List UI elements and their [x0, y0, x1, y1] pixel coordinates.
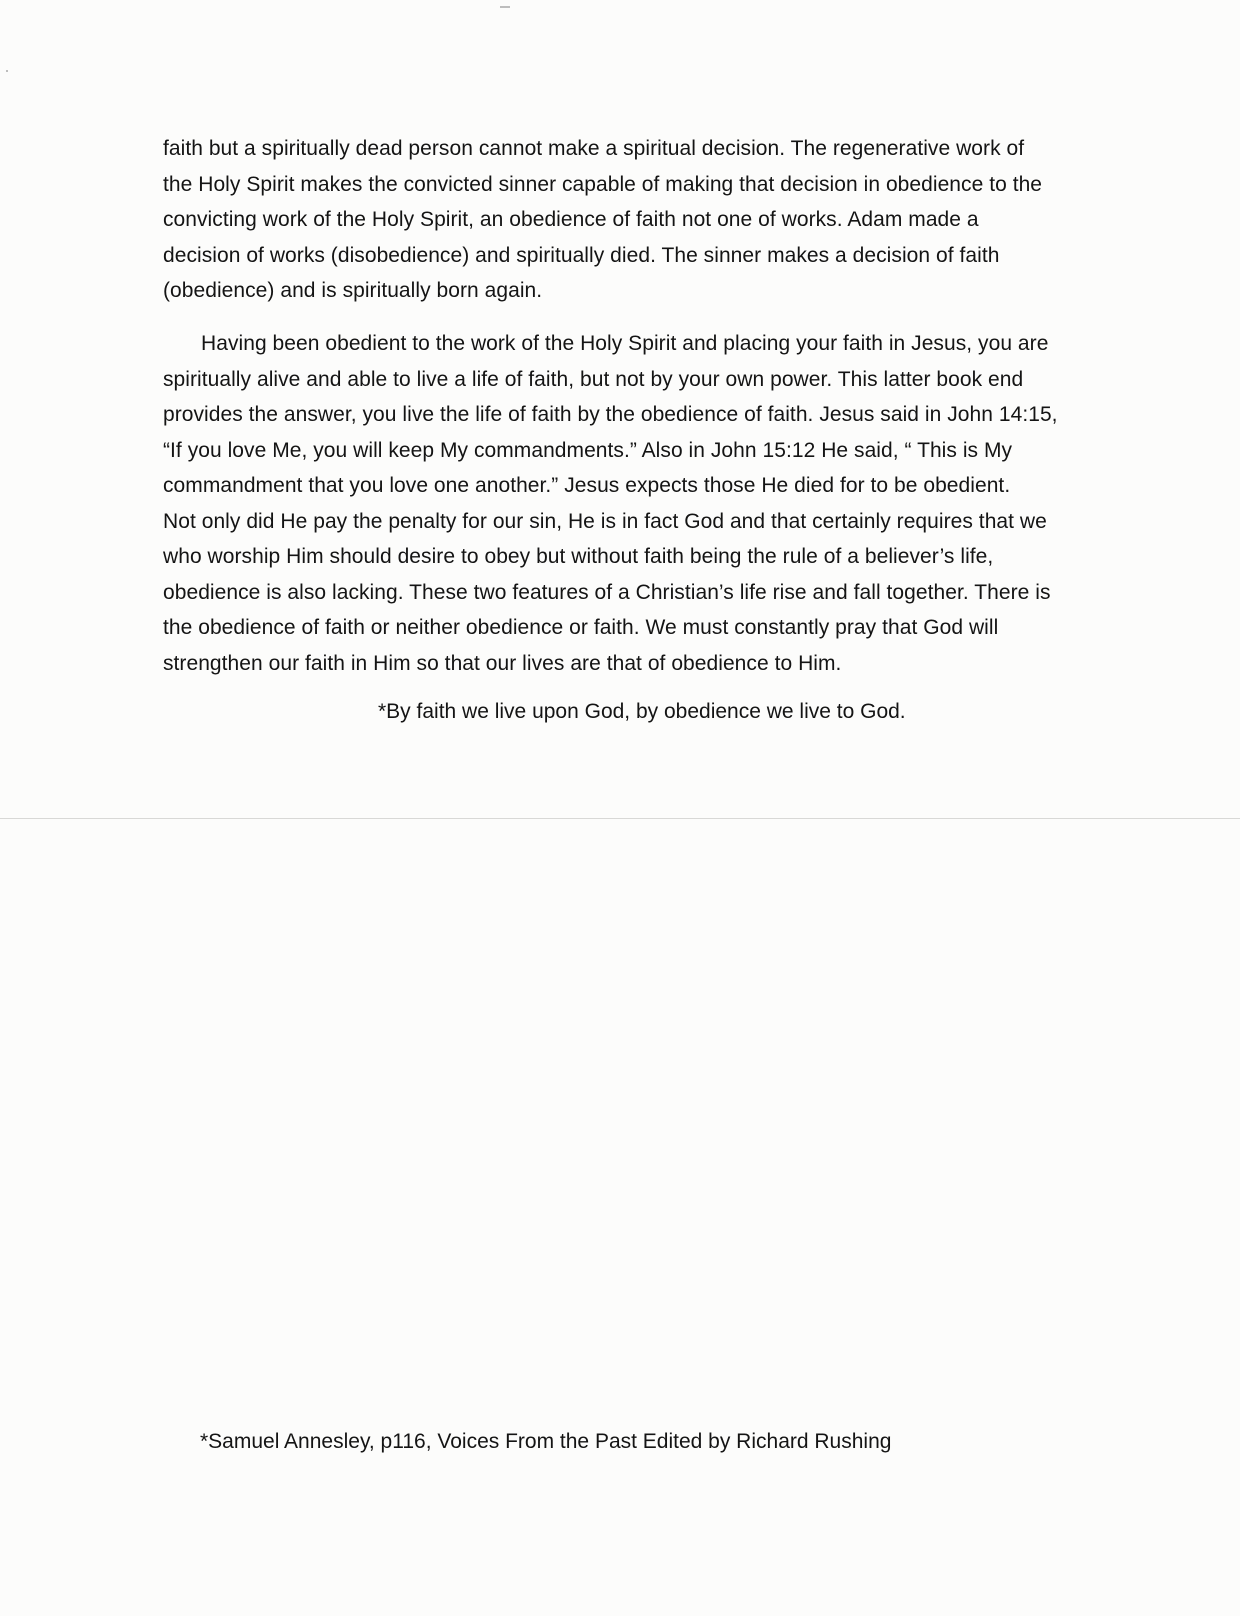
paragraph-line: obedience is also lacking. These two features of a Christian’s life rise and fall together. There is — [163, 580, 1051, 604]
paragraph-line: commandment that you love one another.” Jesus expects those He died for to be obedient. — [163, 474, 1011, 497]
paragraph-line: the obedience of faith or neither obedience or faith. We must constantly pray that God will — [163, 616, 999, 639]
paragraph-line: Having been obedient to the work of the Holy Spirit and placing your faith in Jesus, you are — [201, 332, 1049, 355]
paragraph-line: faith but a spiritually dead person cannot make a spiritual decision. The regenerative work of — [163, 137, 1025, 160]
paragraph-line: strengthen our faith in Him so that our lives are that of obedience to Him. — [163, 651, 842, 675]
scan-mark-left — [6, 70, 8, 72]
paragraph-line: who worship Him should desire to obey but without faith being the rule of a believer’s life, — [163, 545, 994, 568]
fold-line — [0, 818, 1240, 819]
paragraph-line: Not only did He pay the penalty for our sin, He is in fact God and that certainly requires that we — [163, 509, 1047, 533]
paragraph-line: the Holy Spirit makes the convicted sinner capable of making that decision in obedience to the — [163, 172, 1043, 196]
paragraph-2 — [163, 326, 1058, 681]
paragraph-line: (obedience) and is spiritually born again. — [163, 279, 543, 302]
paragraph-line: spiritually alive and able to live a life of faith, but not by your own power. This latter book end — [163, 367, 1024, 391]
paragraph-line: “If you love Me, you will keep My commandments.” Also in John 15:12 He said, “ This is My — [163, 438, 1013, 462]
paragraph-1 — [163, 131, 1042, 309]
paragraph-line: convicting work of the Holy Spirit, an obedience of faith not one of works. Adam made a — [163, 208, 979, 231]
footnote: *Samuel Annesley, p116, Voices From the Past Edited by Richard Rushing — [200, 1430, 892, 1453]
quote: *By faith we live upon God, by obedience we live to God. — [378, 700, 906, 723]
scan-mark-top — [500, 6, 510, 8]
paragraph-line: decision of works (disobedience) and spiritually died. The sinner makes a decision of faith — [163, 243, 1000, 267]
paragraph-line: provides the answer, you live the life of faith by the obedience of faith. Jesus said in John 14:15, — [163, 403, 1058, 426]
